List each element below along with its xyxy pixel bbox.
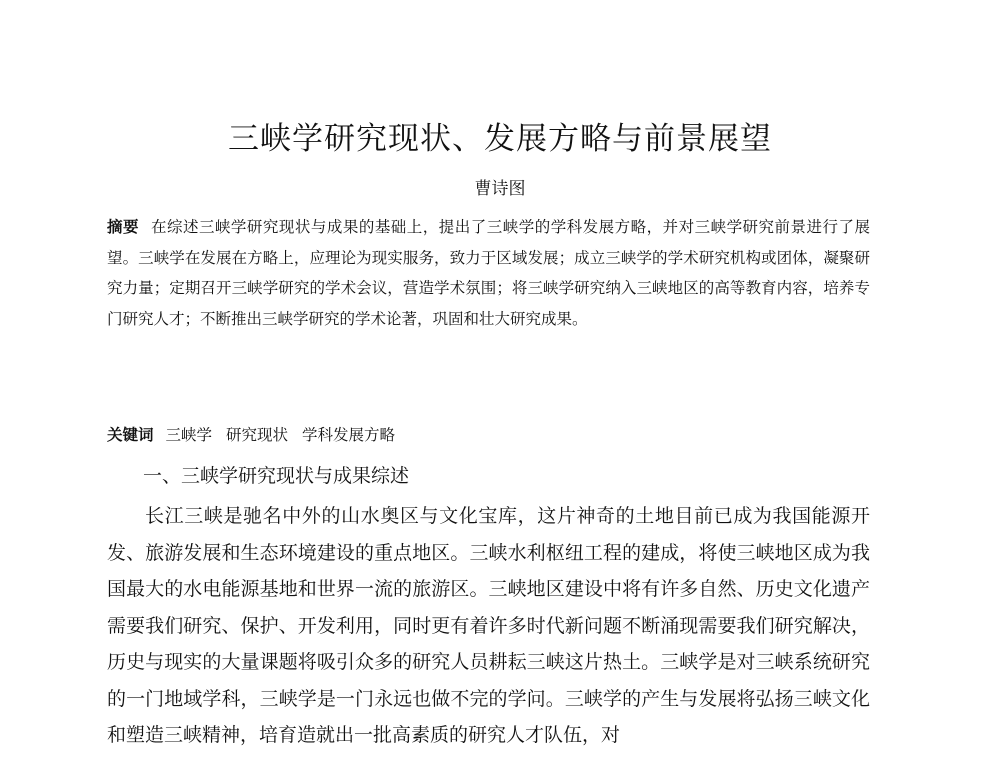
- abstract-text: 在综述三峡学研究现状与成果的基础上，提出了三峡学的学科发展方略，并对三峡学研究前景进行了展望。三峡学在发展在方略上，应理论为现实服务，致力于区域发展；成立三峡学的学术研究机构或团体，凝聚研究力量；定期召开三峡学研究的学术会议，营造学术氛围；将三峡学研究纳入三峡地区的高等教育内容，培养专门研究人才；不断推出三峡学研究的学术论著，巩固和壮大研究成果。: [107, 218, 870, 328]
- abstract-block: [107, 212, 870, 334]
- abstract-label: 摘要: [107, 217, 139, 236]
- keyword-item: 学科发展方略: [302, 426, 396, 444]
- keyword-item: 三峡学: [165, 426, 213, 444]
- author-name: 曹诗图: [474, 179, 526, 199]
- paper-title: 三峡学研究现状、发展方略与前景展望: [228, 121, 772, 157]
- body-paragraph: 长江三峡是驰名中外的山水奥区与文化宝库，这片神奇的土地目前已成为我国能源开发、旅游发展和生态环境建设的重点地区。三峡水利枢纽工程的建成，将使三峡地区成为我国最大的水电能源基地和世界一流的旅游区。三峡地区建设中将有许多自然、历史文化遗产需要我们研究、保护、开发利用，同时更有着许多时代新问题不断涌现需要我们研究解决，历史与现实的大量课题将吸引众多的研究人员耕耘三峡这片热土。三峡学是对三峡系统研究的一门地域学科，三峡学是一门永远也做不完的学问。三峡学的产生与发展将弘扬三峡文化和塑造三峡精神，培育造就出一批高素质的研究人才队伍，对: [107, 505, 870, 746]
- section-heading: 一、三峡学研究现状与成果综述: [143, 465, 410, 487]
- keyword-item: 研究现状: [226, 426, 289, 444]
- keywords-block: [107, 420, 870, 450]
- keywords-label: 关键词: [107, 425, 154, 444]
